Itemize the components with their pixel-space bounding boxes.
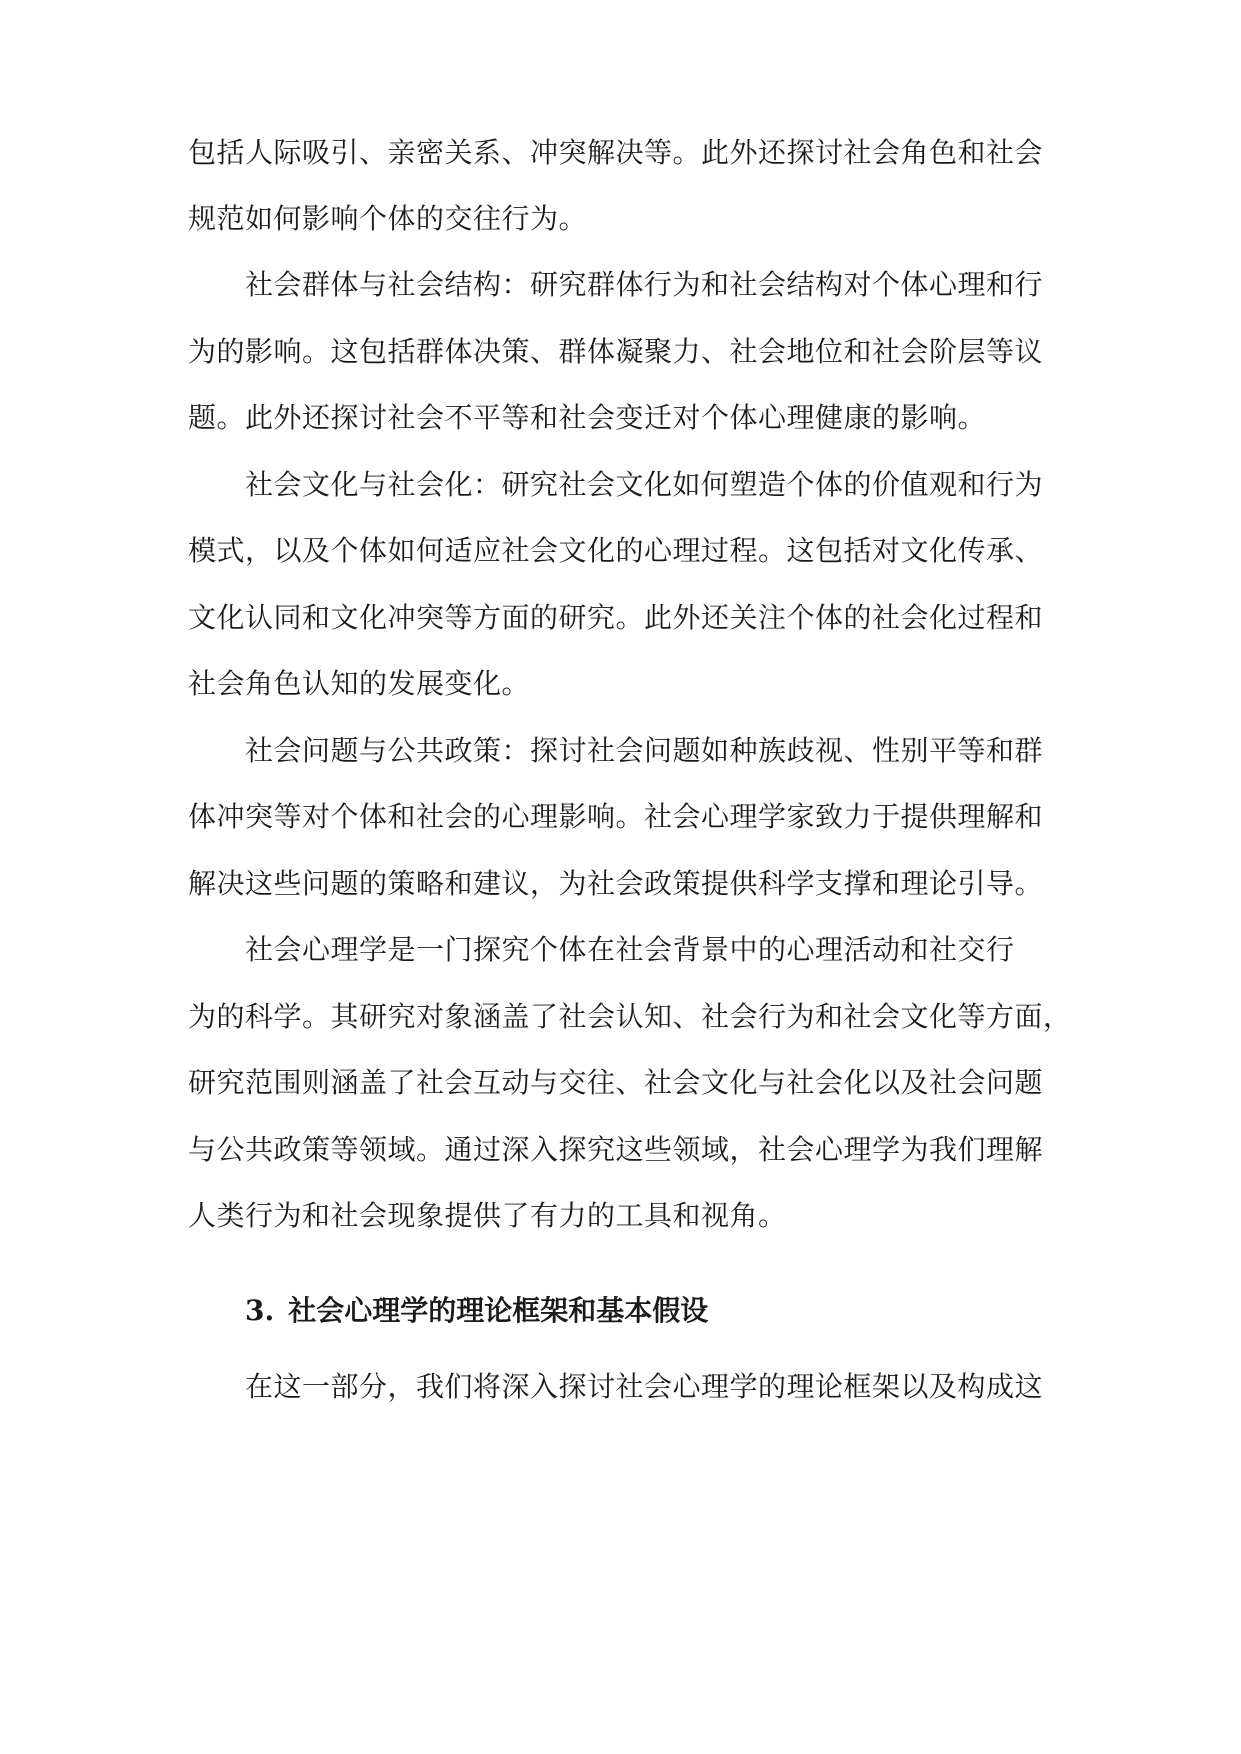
paragraph-line: 为的影响。这包括群体决策、群体凝聚力、社会地位和社会阶层等议 bbox=[188, 335, 1044, 368]
paragraph-line: 研究范围则涵盖了社会互动与交往、社会文化与社会化以及社会问题 bbox=[188, 1066, 1044, 1099]
paragraph-line: 体冲突等对个体和社会的心理影响。社会心理学家致力于提供理解和 bbox=[188, 800, 1044, 833]
paragraph-line: 在这一部分，我们将深入探讨社会心理学的理论框架以及构成这 bbox=[245, 1370, 1044, 1403]
section-heading bbox=[245, 1291, 1065, 1331]
paragraph-line: 文化认同和文化冲突等方面的研究。此外还关注个体的社会化过程和 bbox=[188, 601, 1044, 634]
paragraph-line: 解决这些问题的策略和建议，为社会政策提供科学支撑和理论引导。 bbox=[188, 867, 1044, 900]
paragraph-line: 社会文化与社会化：研究社会文化如何塑造个体的价值观和行为 bbox=[245, 468, 1044, 501]
paragraph-line: 规范如何影响个体的交往行为。 bbox=[188, 202, 588, 235]
paragraph-line: 社会心理学是一门探究个体在社会背景中的心理活动和社交行 bbox=[245, 933, 1015, 966]
paragraph-line: 包括人际吸引、亲密关系、冲突解决等。此外还探讨社会角色和社会 bbox=[188, 136, 1044, 169]
paragraph-line: 与公共政策等领域。通过深入探究这些领域，社会心理学为我们理解 bbox=[188, 1133, 1044, 1166]
paragraph-line: 社会问题与公共政策：探讨社会问题如种族歧视、性别平等和群 bbox=[245, 734, 1044, 767]
paragraph-line: 模式，以及个体如何适应社会文化的心理过程。这包括对文化传承、 bbox=[188, 534, 1044, 567]
paragraph-line: 社会角色认知的发展变化。 bbox=[188, 667, 531, 700]
paragraph-line: 题。此外还探讨社会不平等和社会变迁对个体心理健康的影响。 bbox=[188, 401, 987, 434]
section-title: 社会心理学的理论框架和基本假设 bbox=[288, 1294, 709, 1327]
paragraph-line: 为的科学。其研究对象涵盖了社会认知、社会行为和社会文化等方面， bbox=[188, 1000, 1072, 1033]
paragraph-line: 人类行为和社会现象提供了有力的工具和视角。 bbox=[188, 1199, 787, 1232]
paragraph-line: 社会群体与社会结构：研究群体行为和社会结构对个体心理和行 bbox=[245, 268, 1044, 301]
section-number: 3. bbox=[245, 1294, 275, 1327]
